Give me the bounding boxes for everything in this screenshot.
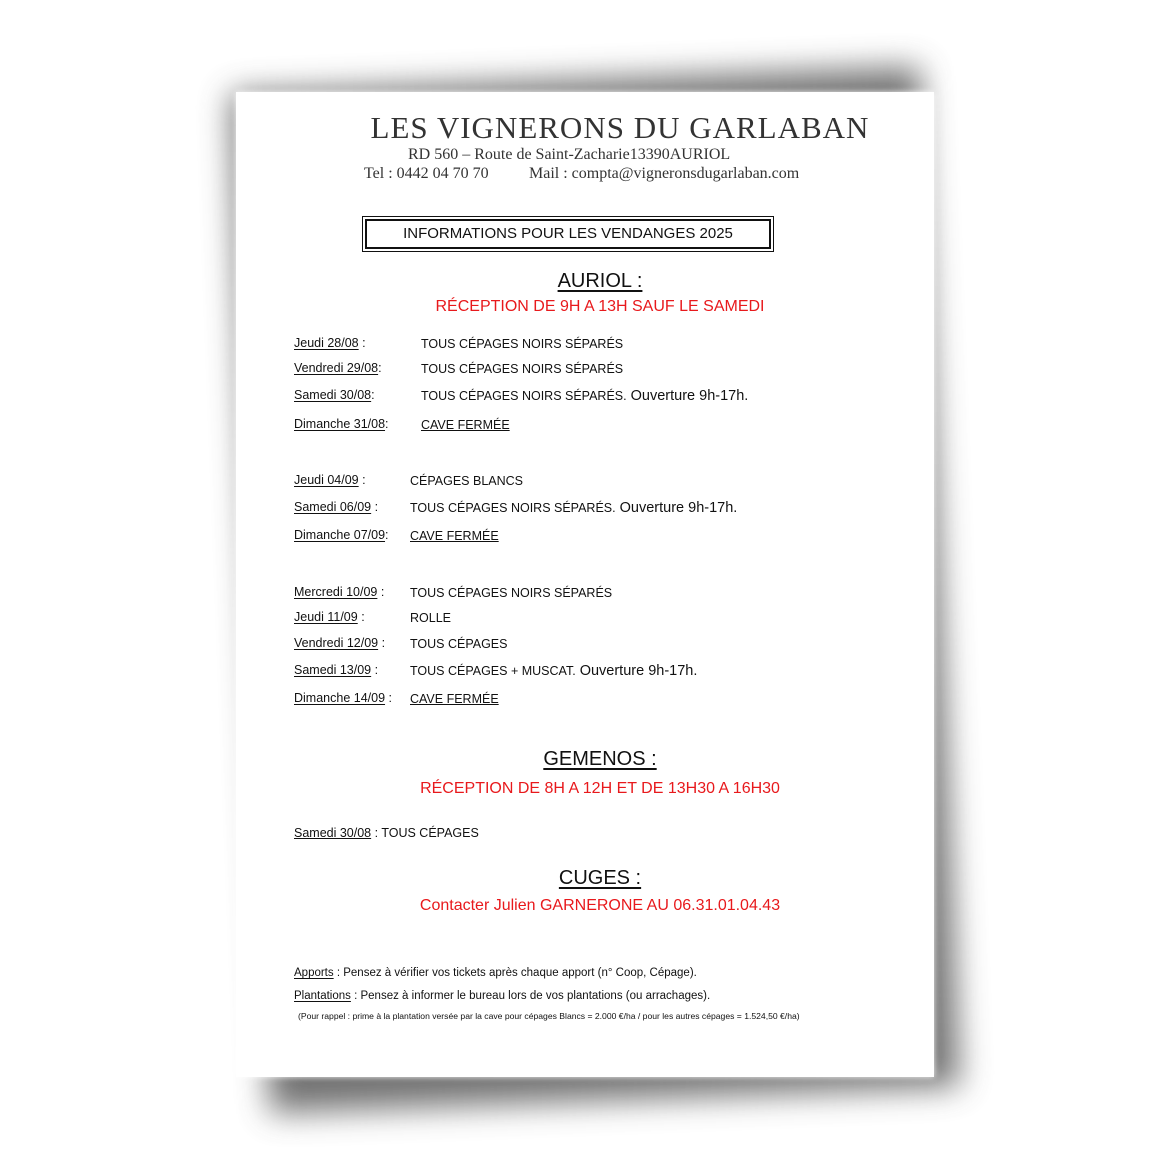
- company-phone: Tel : 0442 04 70 70: [364, 165, 489, 182]
- schedule-day: Mercredi 10/09 :: [294, 585, 385, 599]
- gemenos-schedule-row: [294, 826, 479, 840]
- schedule-value: TOUS CÉPAGES + MUSCAT. Ouverture 9h-17h.: [410, 663, 698, 679]
- schedule-day: Dimanche 14/09 :: [294, 691, 392, 705]
- schedule-row: [294, 691, 499, 706]
- schedule-value: CÉPAGES BLANCS: [410, 474, 524, 488]
- company-address: RD 560 – Route de Saint-Zacharie13390AURIOL: [408, 146, 731, 163]
- auriol-title: AURIOL :: [557, 270, 643, 292]
- schedule-row: [294, 388, 749, 404]
- gemenos-day: Samedi 30/08: [294, 826, 372, 840]
- info-title-box: [362, 216, 774, 252]
- cuges-title: CUGES :: [558, 867, 642, 889]
- schedule-value: TOUS CÉPAGES: [410, 637, 508, 651]
- gemenos-reception: RÉCEPTION DE 8H A 12H ET DE 13H30 A 16H30: [420, 780, 780, 797]
- schedule-value: TOUS CÉPAGES NOIRS SÉPARÉS: [421, 337, 624, 351]
- schedule-day: Jeudi 28/08 :: [294, 336, 366, 350]
- note-plantations: Plantations : Pensez à informer le bureau lors de vos plantations (ou arrachages).: [294, 990, 711, 1002]
- company-email: Mail : compta@vigneronsdugarlaban.com: [529, 165, 800, 182]
- auriol-reception: RÉCEPTION DE 9H A 13H SAUF LE SAMEDI: [435, 298, 765, 315]
- schedule-day: Jeudi 04/09 :: [294, 473, 366, 487]
- schedule-row: [294, 361, 624, 376]
- schedule-day: Samedi 13/09 :: [294, 663, 379, 677]
- gemenos-title: GEMENOS :: [543, 748, 657, 770]
- note-apports: Apports : Pensez à vérifier vos tickets après chaque apport (n° Coop, Cépage).: [294, 967, 697, 979]
- schedule-value: TOUS CÉPAGES NOIRS SÉPARÉS. Ouverture 9h-17h.: [410, 500, 738, 516]
- schedule-value: TOUS CÉPAGES NOIRS SÉPARÉS: [410, 586, 613, 600]
- schedule-value: TOUS CÉPAGES NOIRS SÉPARÉS: [421, 362, 624, 376]
- schedule-row: [294, 585, 613, 600]
- gemenos-text: : TOUS CÉPAGES: [371, 826, 479, 840]
- schedule-value: ROLLE: [410, 611, 451, 625]
- schedule-row: [294, 336, 624, 351]
- document-page: [236, 92, 934, 1077]
- schedule-value: CAVE FERMÉE: [410, 529, 499, 543]
- note-rappel: (Pour rappel : prime à la plantation versée par la cave pour cépages Blancs = 2.000 €/ha / pour les autres cépages = 1.524,50 €/ha): [298, 1011, 800, 1021]
- cuges-contact: Contacter Julien GARNERONE AU 06.31.01.04.43: [419, 897, 781, 914]
- schedule-day: Vendredi 29/08:: [294, 361, 382, 375]
- info-title: INFORMATIONS POUR LES VENDANGES 2025: [365, 219, 771, 249]
- schedule-value: TOUS CÉPAGES NOIRS SÉPARÉS. Ouverture 9h-17h.: [421, 388, 749, 404]
- schedule-day: Samedi 06/09 :: [294, 500, 379, 514]
- schedule-row: [294, 610, 451, 625]
- schedule-value: CAVE FERMÉE: [410, 692, 499, 706]
- schedule-row: [294, 528, 499, 543]
- schedule-value: CAVE FERMÉE: [421, 418, 510, 432]
- schedule-day: Jeudi 11/09 :: [294, 610, 365, 624]
- schedule-row: [294, 473, 524, 488]
- schedule-day: Dimanche 31/08:: [294, 417, 389, 431]
- schedule-row: [294, 417, 510, 432]
- company-name: LES VIGNERONS DU GARLABAN: [370, 110, 870, 145]
- schedule-day: Samedi 30/08:: [294, 388, 375, 402]
- schedule-row: [294, 663, 698, 679]
- schedule-day: Vendredi 12/09 :: [294, 636, 386, 650]
- schedule-day: Dimanche 07/09:: [294, 528, 389, 542]
- schedule-row: [294, 636, 508, 651]
- schedule-row: [294, 500, 738, 516]
